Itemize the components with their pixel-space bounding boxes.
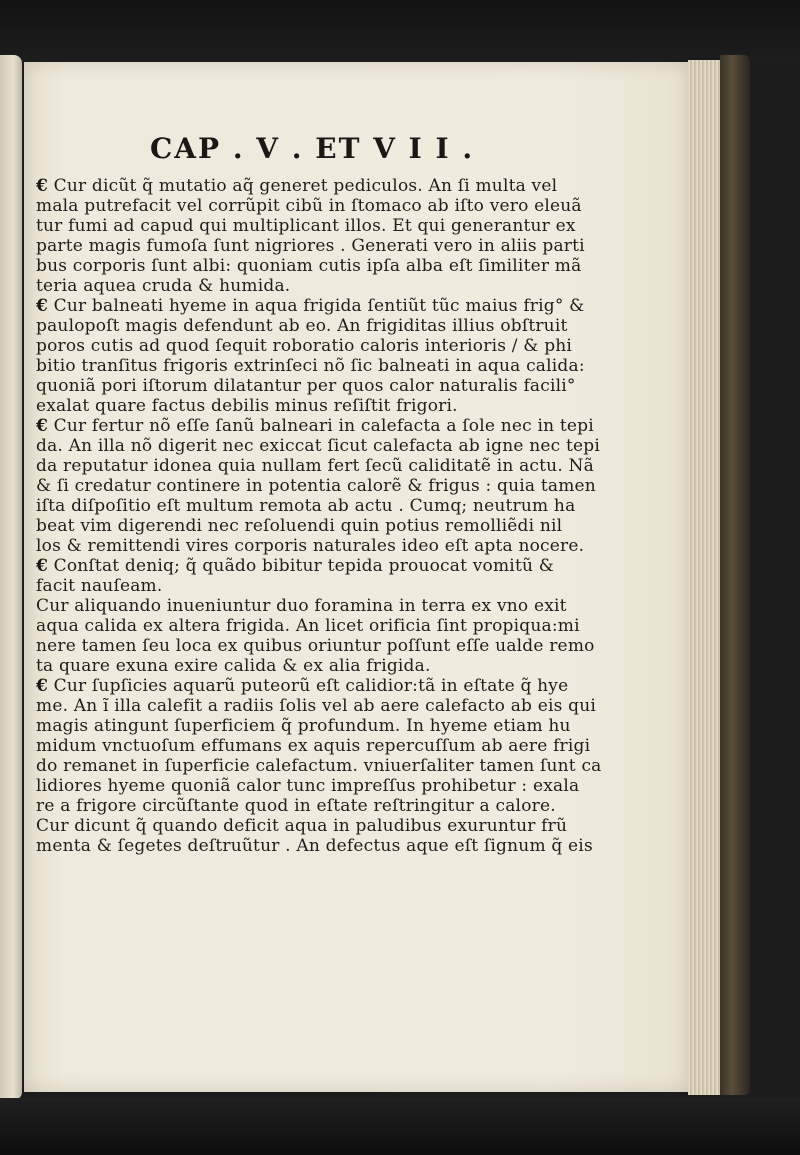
line-text: midum vnctuoſum effumans ex aquis repercuſſum ab aere frigi bbox=[36, 736, 591, 756]
text-line bbox=[36, 696, 676, 716]
line-text: beat vim digerendi nec reſoluendi quin potius remolliẽdi nil bbox=[36, 516, 563, 536]
line-text: los & remittendi vires corporis naturales ideo eſt apta nocere. bbox=[36, 536, 585, 556]
paragraph-mark-icon: € bbox=[36, 676, 49, 696]
text-line bbox=[36, 716, 676, 736]
line-text: paulopoſt magis defendunt ab eo. An frigiditas illius obſtruit bbox=[36, 316, 568, 336]
text-line bbox=[36, 396, 676, 416]
text-line bbox=[36, 356, 676, 376]
text-line bbox=[36, 496, 676, 516]
text-line bbox=[36, 476, 676, 496]
text-line bbox=[36, 756, 676, 776]
text-line bbox=[36, 316, 676, 336]
text-line bbox=[36, 816, 676, 836]
line-text: aqua calida ex altera frigida. An licet orificia ſint propiqua:mi bbox=[36, 616, 580, 636]
book-cover-edge bbox=[720, 55, 750, 1095]
line-text: magis atingunt ſuperficiem q̃ profundum. In hyeme etiam hu bbox=[36, 716, 571, 736]
text-line bbox=[36, 236, 676, 256]
line-text: re a frigore circũſtante quod in eſtate reſtringitur a calore. bbox=[36, 796, 556, 816]
line-text: Cur aliquando inueniuntur duo foramina in terra ex vno exit bbox=[36, 596, 567, 616]
text-line bbox=[36, 596, 676, 616]
line-text: Conſtat deniq; q̃ quãdo bibitur tepida prouocat vomitũ & bbox=[53, 556, 555, 576]
paragraph-mark-icon: € bbox=[36, 296, 49, 316]
line-text: do remanet in ſuperficie calefactum. vniuerſaliter tamen ſunt ca bbox=[36, 756, 602, 776]
line-text: quoniã pori iſtorum dilatantur per quos calor naturalis facili° bbox=[36, 376, 576, 396]
text-line bbox=[36, 336, 676, 356]
text-line bbox=[36, 776, 676, 796]
text-line bbox=[36, 656, 676, 676]
text-line bbox=[36, 456, 676, 476]
line-text: bus corporis ſunt albi: quoniam cutis ipſa alba eſt ſimiliter mã bbox=[36, 256, 582, 276]
line-text: facit nauſeam. bbox=[36, 576, 163, 596]
line-text: tur fumi ad capud qui multiplicant illos. Et qui generantur ex bbox=[36, 216, 576, 236]
book-fore-edge bbox=[688, 60, 722, 1095]
line-text: teria aquea cruda & humida. bbox=[36, 276, 291, 296]
paragraph-mark-icon: € bbox=[36, 176, 49, 196]
line-text: me. An ĩ illa calefit a radiis ſolis vel ab aere calefacto ab eis qui bbox=[36, 696, 597, 716]
text-line bbox=[36, 796, 676, 816]
line-text: parte magis fumoſa ſunt nigriores . Generati vero in aliis parti bbox=[36, 236, 585, 256]
line-text: Cur ſupſicies aquarũ puteorũ eſt calidior:tã in eſtate q̃ hye bbox=[53, 676, 569, 696]
text-line bbox=[36, 636, 676, 656]
line-text: & ſi credatur continere in potentia calorẽ & frigus : quia tamen bbox=[36, 476, 596, 496]
text-line bbox=[36, 736, 676, 756]
line-text: lidiores hyeme quoniã calor tunc impreſſus prohibetur : exala bbox=[36, 776, 580, 796]
text-line bbox=[36, 216, 676, 236]
text-line bbox=[36, 556, 676, 576]
line-text: iſta diſpoſitio eſt multum remota ab actu . Cumq; neutrum ha bbox=[36, 496, 576, 516]
line-text: bitio tranſitus frigoris extrinſeci nõ ſic balneati in aqua calida: bbox=[36, 356, 585, 376]
line-text: mala putrefacit vel corrũpit cibũ in ſtomaco ab iſto vero eleuã bbox=[36, 196, 582, 216]
line-text: poros cutis ad quod ſequit roboratio caloris interioris / & phi bbox=[36, 336, 573, 356]
line-text: exalat quare factus debilis minus reſiſtit frigori. bbox=[36, 396, 458, 416]
line-text: nere tamen ſeu loca ex quibus oriuntur poſſunt eſſe ualde remo bbox=[36, 636, 595, 656]
line-text: da reputatur idonea quia nullam fert ſecũ caliditatẽ in actu. Nã bbox=[36, 456, 594, 476]
text-line bbox=[36, 616, 676, 636]
line-text: Cur balneati hyeme in aqua frigida ſentiũt tũc maius frig° & bbox=[53, 296, 585, 316]
text-line bbox=[36, 256, 676, 276]
text-line bbox=[36, 536, 676, 556]
text-line bbox=[36, 836, 676, 856]
text-line bbox=[36, 576, 676, 596]
text-line bbox=[36, 416, 676, 436]
paragraph-mark-icon: € bbox=[36, 556, 49, 576]
line-text: menta & ſegetes deſtruũtur . An defectus aque eſt ſignum q̃ eis bbox=[36, 836, 593, 856]
text-line bbox=[36, 676, 676, 696]
line-text: Cur dicunt q̃ quando deficit aqua in paludibus exuruntur frũ bbox=[36, 816, 568, 836]
line-text: Cur fertur nõ eſſe ſanũ balneari in calefacta a ſole nec in tepi bbox=[53, 416, 594, 436]
line-text: da. An illa nõ digerit nec exiccat ſicut calefacta ab igne nec tepi bbox=[36, 436, 600, 456]
line-text: Cur dicũt q̃ mutatio aq̃ generet pediculos. An ſi multa vel bbox=[53, 176, 558, 196]
scan-background-top bbox=[0, 0, 800, 62]
paragraph-mark-icon: € bbox=[36, 416, 49, 436]
page-text bbox=[36, 176, 676, 856]
scan-background-bottom bbox=[0, 1098, 800, 1155]
text-line bbox=[36, 376, 676, 396]
chapter-heading: CAP . V . ET V I I . bbox=[150, 132, 475, 165]
line-text: ta quare exuna exire calida & ex alia frigida. bbox=[36, 656, 431, 676]
text-line bbox=[36, 176, 676, 196]
text-line bbox=[36, 436, 676, 456]
text-line bbox=[36, 196, 676, 216]
text-line bbox=[36, 296, 676, 316]
text-line bbox=[36, 516, 676, 536]
facing-page-edge bbox=[0, 55, 22, 1100]
text-line bbox=[36, 276, 676, 296]
